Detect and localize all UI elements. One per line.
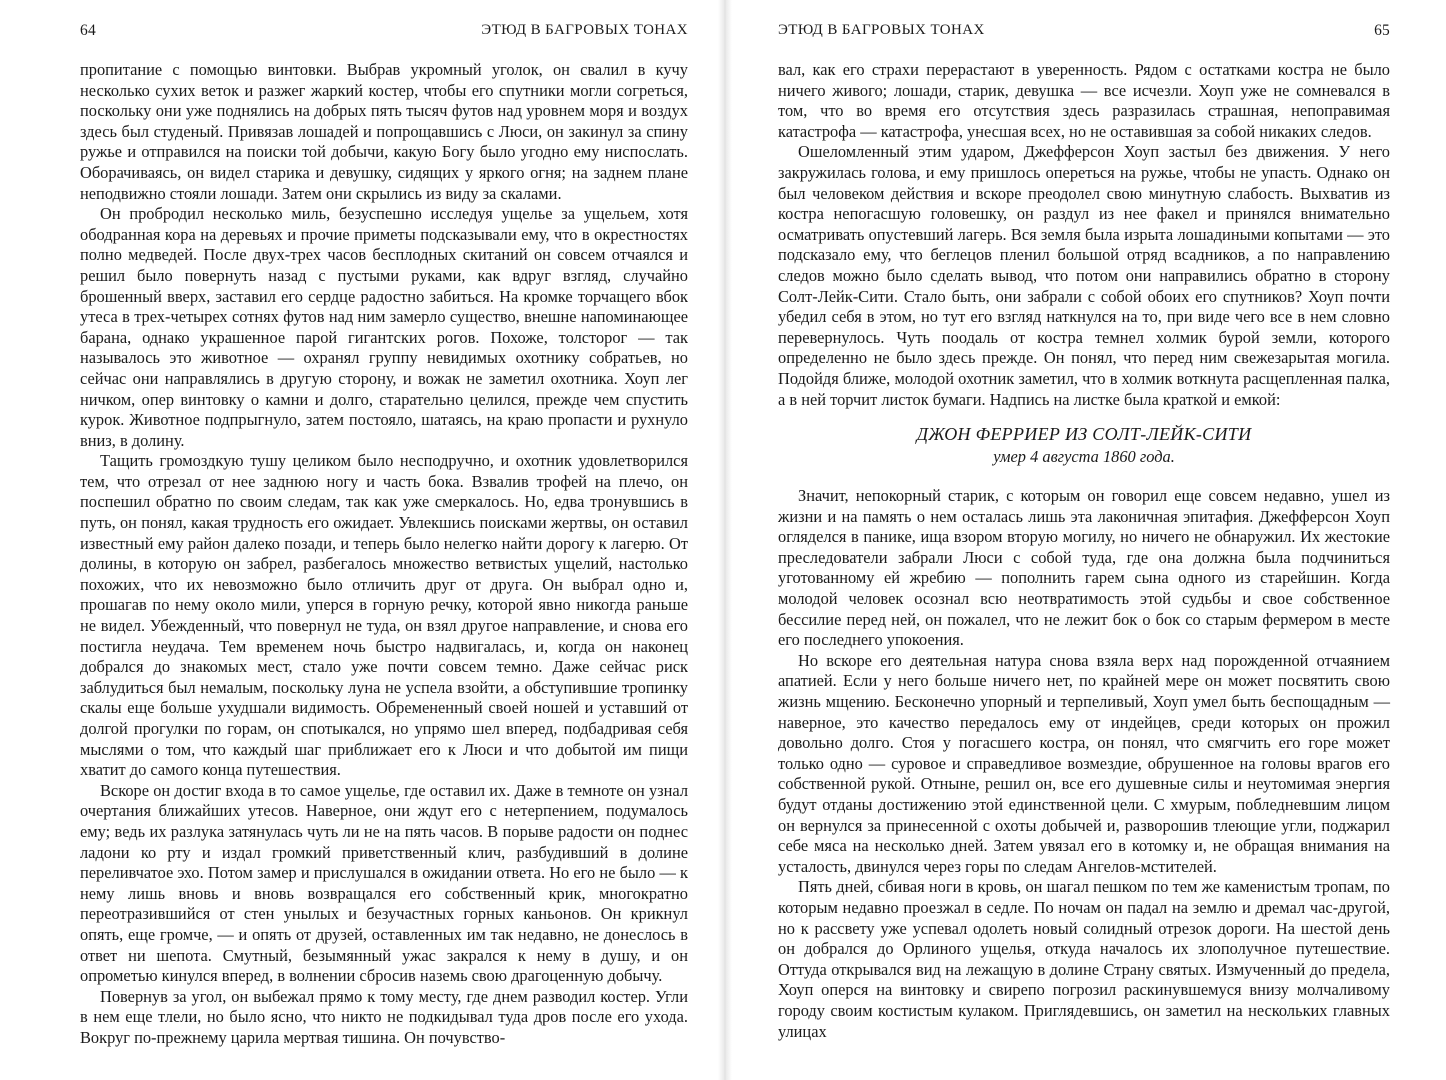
paragraph: Но вскоре его деятельная натура снова взяла верх над порожденной отчаянием апатией. Если у него больше ничего нет, по крайней мере он может посвятить свою жизнь мщению. Бесконечно упорный и терпеливый, Хоуп умел быть беспощадным — наверное, это качество передалось ему от индейцев, среди которых он прожил довольно долго. Стоя у погасшего костра, он понял, что смягчить его горе может только одно — суровое и справедливое возмездие, обрушенное на головы врагов его собственной рукой. Отныне, решил он, все его душевные силы и неутомимая энергия будут отданы достижению этой единственной цели. С хмурым, побледневшим лицом он вернулся за принесенной с охоты добычей и, разворошив тлеющие угли, поджарил себе мяса на несколько дней. Затем увязал его в котомку и, не обращая внимания на усталость, двинулся через горы по следам Ангелов-мстителей. [778,650,1390,876]
paragraph: Значит, непокорный старик, с которым он говорил еще совсем недавно, ушел из жизни и на память о нем осталась лишь эта лаконичная эпитафия. Джефферсон Хоуп огляделся в панике, ища взором вторую могилу, но ничего не обнаружил. Их жестокие преследователи забрали Люси с собой туда, где она должна была подчиниться уготованному ей жребию — пополнить гарем сына одного из старейшин. Когда молодой человек осознал всю неотвратимость этой судьбы и свое собственное бессилие перед ней, он пожалел, что не лежит бок о бок со старым фермером в месте его последнего упокоения. [778,486,1390,650]
right-running-head [778,0,1390,44]
book-gutter [718,0,732,1080]
left-page-number: 64 [80,22,96,39]
epitaph [778,423,1390,467]
paragraph: Тащить громоздкую тушу целиком было несподручно, и охотник удовлетворился тем, что отрезал от нее заднюю ногу и часть бока. Взвалив трофей на плечо, он поспешил обратно по своим следам, так как уже смеркалось. Но, едва тронувшись в путь, он понял, какая трудность его ожидает. Увлекшись поисками жертвы, он оставил известный ему район далеко позади, и теперь было нелегко найти дорогу к лагерю. От долины, в которую он забрел, разбегалось множество ветвистых ущелий, настолько похожих, что их невозможно было отличить друг от друга. Он выбрал одно и, прошагав по нему около мили, уперся в горную речку, которой явно никогда раньше не видел. Убежденный, что повернул не туда, он взял другое направление, и снова его постигла неудача. Тем временем ночь быстро надвигалась, и, когда он наконец добрался до знакомых мест, стало уже почти совсем темно. Даже сейчас риск заблудиться был немалым, поскольку луна не успела взойти, а обступившие тропинку скалы еще больше ухудшали видимость. Обремененный своей ношей и уставший от долгой прогулки по горам, он спотыкался, но упрямо шел вперед, подбадривая себя мыслями о том, что каждый шаг приближает его к Люси и что добытой им пищи хватит до самого конца путешествия. [80,451,688,780]
right-running-title: ЭТЮД В БАГРОВЫХ ТОНАХ [778,22,985,38]
paragraph: Вскоре он достиг входа в то самое ущелье, где оставил их. Даже в темноте он узнал очертания ближайших утесов. Наверное, они ждут его с нетерпением, подумалось ему; ведь их разлука затянулась чуть ли не на пять часов. В порыве радости он поднес ладони ко рту и издал громкий приветственный клич, разбудивший в долине переливчатое эхо. Потом замер и прислушался в ожидании ответа. Но его не было — к нему лишь вновь и вновь возвращался его собственный крик, многократно переотразившийся от стен унылых и безучастных горных каньонов. Он крикнул опять, еще громче, — и опять от друзей, оставленных им так недавно, не донеслось в ответ ни шепота. Смутный, безымянный ужас закрался к нему в душу, и он опрометью кинулся вперед, в волнении сбросив наземь свою драгоценную добычу. [80,780,688,986]
left-running-title: ЭТЮД В БАГРОВЫХ ТОНАХ [481,22,688,38]
left-page [80,0,688,1080]
right-page [778,0,1390,1080]
paragraph: Он пробродил несколько миль, безуспешно исследуя ущелье за ущельем, хотя ободранная кора на деревьях и прочие приметы подсказывали ему, что в окрестностях полно медведей. После двух-трех часов бесплодных скитаний он совсем отчаялся и решил было повернуть назад с пустыми руками, как вдруг взгляд, случайно брошенный вверх, заставил его сердце радостно забиться. На кромке торчащего вбок утеса в трех-четырех сотнях футов над ним замерло существо, внешне напоминающее барана, однако украшенное парой гигантских рогов. Похоже, толсторог — так называлось это животное — охранял группу невидимых охотнику собратьев, но сейчас они направлялись в другую сторону, и вожак не заметил охотника. Хоуп лег ничком, опер винтовку о камни и долго, старательно целился, прежде чем спустить курок. Животное подпрыгнуло, затем постояло, шатаясь, на краю пропасти и рухнуло вниз, в долину. [80,204,688,450]
paragraph: Повернув за угол, он выбежал прямо к тому месту, где днем разводил костер. Угли в нем еще тлели, но было ясно, что никто не подкидывал туда дров после его ухода. Вокруг по-прежнему царила мертвая тишина. Он почувство- [80,986,688,1047]
paragraph: вал, как его страхи перерастают в уверенность. Рядом с остатками костра не было ничего живого; лошади, старик, девушка — все исчезли. Хоуп уже не сомневался в том, что во время его отсутствия здесь разразилась страшная, непоправимая катастрофа — катастрофа, унесшая всех, но не оставившая за собой никаких следов. [778,60,1390,141]
right-page-number: 65 [1374,22,1390,39]
paragraph: Пять дней, сбивая ноги в кровь, он шагал пешком по тем же каменистым тропам, по которым недавно проезжал в седле. По ночам он падал на землю и дремал час-другой, но к рассвету уже успевал одолеть новый солидный отрезок дороги. На шестой день он добрался до Орлиного ущелья, откуда началось их злополучное путешествие. Оттуда открывался вид на лежащую в долине Страну святых. Измученный до предела, Хоуп оперся на винтовку и свирепо погрозил раскинувшемуся внизу молчаливому городу своим костистым кулаком. Приглядевшись, он заметил на нескольких главных улицах [778,877,1390,1041]
paragraph: пропитание с помощью винтовки. Выбрав укромный уголок, он свалил в кучу несколько сухих веток и разжег жаркий костер, чтобы его спутники могли согреться, поскольку они уже поднялись на добрых пять тысяч футов над уровнем моря и воздух здесь был студеный. Привязав лошадей и попрощавшись с Люси, он закинул за спину ружье и отправился на поиски той добычи, какую Богу было угодно ему ниспослать. Оборачиваясь, он видел старика и девушку, сидящих у яркого огня; на заднем плане неподвижно стояли лошади. Затем они скрылись из виду за скалами. [80,60,688,203]
epitaph-name: ДЖОН ФЕРРИЕР ИЗ СОЛТ-ЛЕЙК-СИТИ [916,424,1252,445]
left-running-head [80,0,688,44]
left-page-text [80,60,688,1049]
epitaph-date: умер 4 августа 1860 года. [993,447,1175,467]
right-page-text [778,60,1390,1042]
paragraph: Ошеломленный этим ударом, Джефферсон Хоуп застыл без движения. У него закружилась голова, и ему пришлось опереться на ружье, чтобы не упасть. Однако он был человеком действия и вскоре преодолел свою минутную слабость. Выхватив из костра непогасшую головешку, он раздул из нее факел и принялся внимательно осматривать опустевший лагерь. Вся земля была изрыта лошадиными копытами — это подсказало ему, что беглецов пленил большой отряд всадников, а по направлению следов можно было сделать вывод, что потом они направились обратно в сторону Солт-Лейк-Сити. Стало быть, они забрали с собой обоих его спутников? Хоуп почти убедил себя в этом, но тут его взгляд наткнулся на то, при виде чего все в нем словно перевернулось. Чуть поодаль от костра темнел холмик бурой земли, которого определенно не было здесь прежде. Он понял, что перед ним свежезарытая могила. Подойдя ближе, молодой охотник заметил, что в холмик воткнута расщепленная палка, а в ней торчит листок бумаги. Надпись на листке была краткой и емкой: [778,142,1390,409]
